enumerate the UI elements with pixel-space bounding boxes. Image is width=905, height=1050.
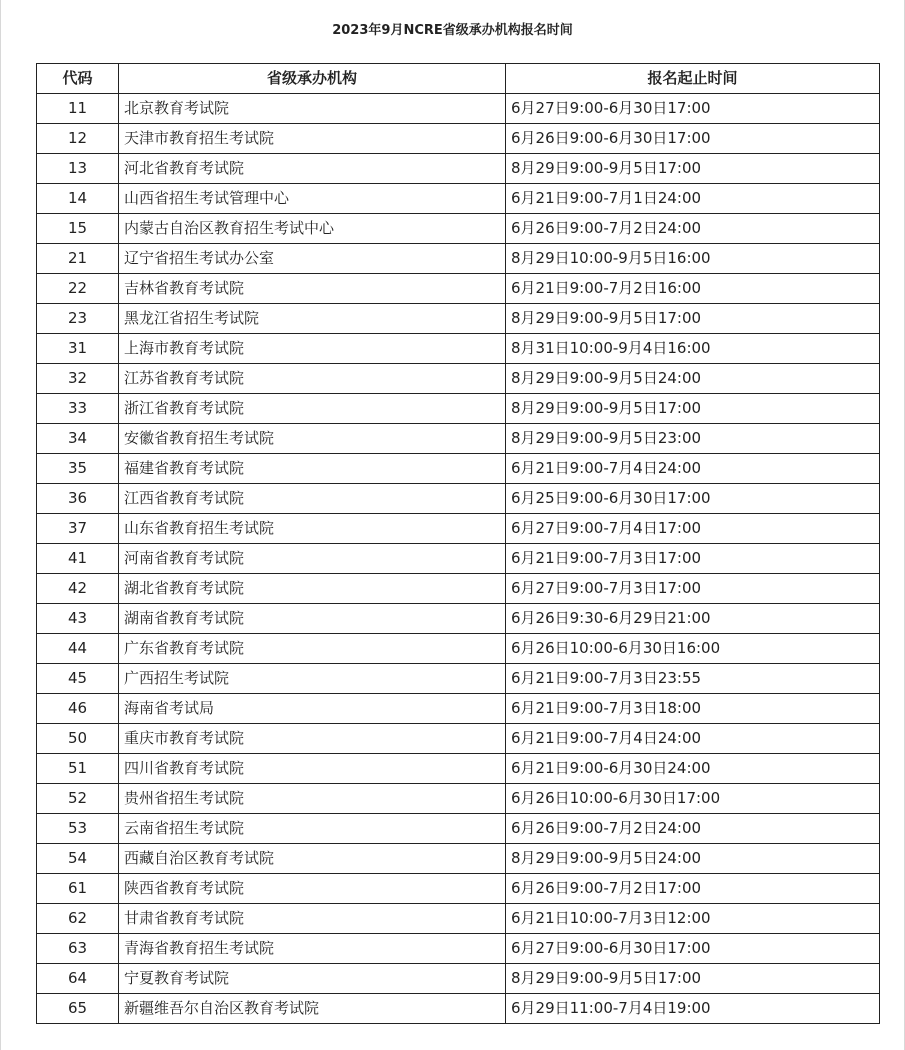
cell-code: 14 xyxy=(37,184,119,214)
cell-registration-period: 6月21日9:00-7月3日18:00 xyxy=(506,694,880,724)
table-row xyxy=(37,394,880,424)
table-row xyxy=(37,364,880,394)
page-title: 2023年9月NCRE省级承办机构报名时间 xyxy=(332,23,573,38)
table-row xyxy=(37,424,880,454)
cell-institution: 山西省招生考试管理中心 xyxy=(119,184,506,214)
cell-registration-period: 6月26日9:30-6月29日21:00 xyxy=(506,604,880,634)
cell-institution: 黑龙江省招生考试院 xyxy=(119,304,506,334)
table-header-row xyxy=(37,64,880,94)
cell-institution: 吉林省教育考试院 xyxy=(119,274,506,304)
cell-institution: 福建省教育考试院 xyxy=(119,454,506,484)
cell-registration-period: 6月26日9:00-7月2日24:00 xyxy=(506,214,880,244)
cell-registration-period: 6月26日9:00-6月30日17:00 xyxy=(506,124,880,154)
table-row xyxy=(37,844,880,874)
cell-registration-period: 6月26日10:00-6月30日16:00 xyxy=(506,634,880,664)
table-row xyxy=(37,544,880,574)
cell-registration-period: 8月31日10:00-9月4日16:00 xyxy=(506,334,880,364)
cell-institution: 海南省考试局 xyxy=(119,694,506,724)
cell-registration-period: 8月29日9:00-9月5日24:00 xyxy=(506,844,880,874)
cell-registration-period: 6月26日10:00-6月30日17:00 xyxy=(506,784,880,814)
cell-code: 52 xyxy=(37,784,119,814)
registration-schedule-table xyxy=(36,63,880,1024)
cell-institution: 山东省教育招生考试院 xyxy=(119,514,506,544)
cell-registration-period: 8月29日9:00-9月5日23:00 xyxy=(506,424,880,454)
cell-institution: 湖南省教育考试院 xyxy=(119,604,506,634)
table-row xyxy=(37,304,880,334)
cell-institution: 河南省教育考试院 xyxy=(119,544,506,574)
cell-registration-period: 8月29日9:00-9月5日17:00 xyxy=(506,304,880,334)
table-row xyxy=(37,634,880,664)
table-row xyxy=(37,934,880,964)
cell-institution: 西藏自治区教育考试院 xyxy=(119,844,506,874)
cell-institution: 重庆市教育考试院 xyxy=(119,724,506,754)
cell-code: 23 xyxy=(37,304,119,334)
table-row xyxy=(37,664,880,694)
cell-code: 12 xyxy=(37,124,119,154)
cell-institution: 辽宁省招生考试办公室 xyxy=(119,244,506,274)
cell-code: 37 xyxy=(37,514,119,544)
cell-code: 36 xyxy=(37,484,119,514)
cell-registration-period: 6月21日9:00-7月2日16:00 xyxy=(506,274,880,304)
cell-code: 64 xyxy=(37,964,119,994)
table-row xyxy=(37,964,880,994)
table-row xyxy=(37,514,880,544)
cell-registration-period: 6月21日9:00-6月30日24:00 xyxy=(506,754,880,784)
table-body xyxy=(37,94,880,1024)
cell-code: 32 xyxy=(37,364,119,394)
cell-registration-period: 8月29日9:00-9月5日17:00 xyxy=(506,154,880,184)
cell-institution: 湖北省教育考试院 xyxy=(119,574,506,604)
column-header-code: 代码 xyxy=(37,64,119,94)
cell-code: 53 xyxy=(37,814,119,844)
cell-code: 41 xyxy=(37,544,119,574)
table-row xyxy=(37,874,880,904)
cell-code: 44 xyxy=(37,634,119,664)
cell-code: 11 xyxy=(37,94,119,124)
cell-institution: 贵州省招生考试院 xyxy=(119,784,506,814)
cell-institution: 浙江省教育考试院 xyxy=(119,394,506,424)
cell-institution: 内蒙古自治区教育招生考试中心 xyxy=(119,214,506,244)
table-row xyxy=(37,244,880,274)
table-row xyxy=(37,334,880,364)
cell-institution: 安徽省教育招生考试院 xyxy=(119,424,506,454)
cell-code: 43 xyxy=(37,604,119,634)
cell-institution: 陕西省教育考试院 xyxy=(119,874,506,904)
table-row xyxy=(37,574,880,604)
cell-code: 21 xyxy=(37,244,119,274)
cell-code: 42 xyxy=(37,574,119,604)
cell-registration-period: 6月21日9:00-7月4日24:00 xyxy=(506,454,880,484)
table-row xyxy=(37,124,880,154)
cell-code: 45 xyxy=(37,664,119,694)
cell-institution: 上海市教育考试院 xyxy=(119,334,506,364)
cell-registration-period: 6月25日9:00-6月30日17:00 xyxy=(506,484,880,514)
table-row xyxy=(37,94,880,124)
column-header-institution: 省级承办机构 xyxy=(119,64,506,94)
cell-code: 50 xyxy=(37,724,119,754)
cell-code: 31 xyxy=(37,334,119,364)
cell-institution: 四川省教育考试院 xyxy=(119,754,506,784)
cell-institution: 甘肃省教育考试院 xyxy=(119,904,506,934)
cell-institution: 江西省教育考试院 xyxy=(119,484,506,514)
table-row xyxy=(37,994,880,1024)
cell-registration-period: 8月29日9:00-9月5日17:00 xyxy=(506,394,880,424)
cell-registration-period: 6月21日10:00-7月3日12:00 xyxy=(506,904,880,934)
cell-registration-period: 6月21日9:00-7月3日23:55 xyxy=(506,664,880,694)
cell-code: 63 xyxy=(37,934,119,964)
table-row xyxy=(37,904,880,934)
cell-registration-period: 6月26日9:00-7月2日17:00 xyxy=(506,874,880,904)
cell-institution: 新疆维吾尔自治区教育考试院 xyxy=(119,994,506,1024)
cell-institution: 河北省教育考试院 xyxy=(119,154,506,184)
table-row xyxy=(37,814,880,844)
cell-institution: 江苏省教育考试院 xyxy=(119,364,506,394)
table-row xyxy=(37,604,880,634)
cell-registration-period: 8月29日10:00-9月5日16:00 xyxy=(506,244,880,274)
table-row xyxy=(37,724,880,754)
cell-institution: 云南省招生考试院 xyxy=(119,814,506,844)
cell-institution: 宁夏教育考试院 xyxy=(119,964,506,994)
page-left-edge xyxy=(0,0,1,1050)
table-row xyxy=(37,274,880,304)
cell-registration-period: 6月21日9:00-7月4日24:00 xyxy=(506,724,880,754)
table-row xyxy=(37,214,880,244)
table-row xyxy=(37,784,880,814)
cell-registration-period: 6月29日11:00-7月4日19:00 xyxy=(506,994,880,1024)
cell-code: 61 xyxy=(37,874,119,904)
cell-code: 35 xyxy=(37,454,119,484)
cell-registration-period: 6月21日9:00-7月1日24:00 xyxy=(506,184,880,214)
cell-institution: 广东省教育考试院 xyxy=(119,634,506,664)
cell-registration-period: 6月27日9:00-7月4日17:00 xyxy=(506,514,880,544)
cell-registration-period: 8月29日9:00-9月5日24:00 xyxy=(506,364,880,394)
table-row xyxy=(37,484,880,514)
cell-registration-period: 6月27日9:00-6月30日17:00 xyxy=(506,934,880,964)
cell-code: 34 xyxy=(37,424,119,454)
cell-institution: 青海省教育招生考试院 xyxy=(119,934,506,964)
cell-registration-period: 6月27日9:00-6月30日17:00 xyxy=(506,94,880,124)
table-row xyxy=(37,154,880,184)
cell-institution: 天津市教育招生考试院 xyxy=(119,124,506,154)
cell-code: 51 xyxy=(37,754,119,784)
cell-registration-period: 6月26日9:00-7月2日24:00 xyxy=(506,814,880,844)
table-row xyxy=(37,454,880,484)
table-row xyxy=(37,694,880,724)
cell-code: 65 xyxy=(37,994,119,1024)
table-row xyxy=(37,184,880,214)
cell-code: 33 xyxy=(37,394,119,424)
cell-code: 54 xyxy=(37,844,119,874)
cell-registration-period: 8月29日9:00-9月5日17:00 xyxy=(506,964,880,994)
cell-code: 22 xyxy=(37,274,119,304)
cell-code: 62 xyxy=(37,904,119,934)
table-row xyxy=(37,754,880,784)
cell-code: 13 xyxy=(37,154,119,184)
cell-registration-period: 6月27日9:00-7月3日17:00 xyxy=(506,574,880,604)
cell-registration-period: 6月21日9:00-7月3日17:00 xyxy=(506,544,880,574)
cell-code: 15 xyxy=(37,214,119,244)
cell-institution: 北京教育考试院 xyxy=(119,94,506,124)
cell-code: 46 xyxy=(37,694,119,724)
cell-institution: 广西招生考试院 xyxy=(119,664,506,694)
column-header-registration-period: 报名起止时间 xyxy=(506,64,880,94)
